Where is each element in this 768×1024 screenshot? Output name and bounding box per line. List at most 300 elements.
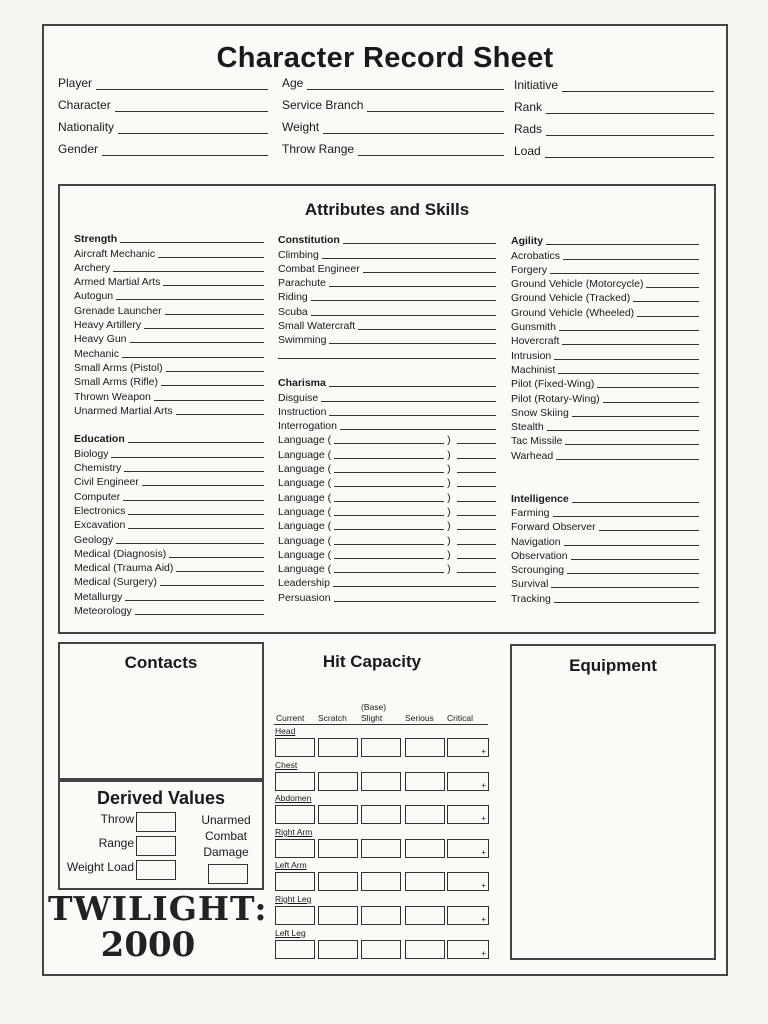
hit-box-abdomen-scratch[interactable] bbox=[318, 805, 358, 824]
skill-row[interactable] bbox=[511, 262, 699, 276]
skill-value-line[interactable] bbox=[457, 486, 496, 487]
header-field-gender[interactable] bbox=[58, 142, 268, 156]
skill-value-line[interactable] bbox=[311, 300, 496, 301]
header-field-character[interactable] bbox=[58, 98, 268, 112]
skill-row[interactable] bbox=[511, 576, 699, 590]
skill-label: Small Arms (Rifle) bbox=[74, 376, 159, 389]
header-field-line[interactable] bbox=[562, 80, 714, 92]
language-close-paren: ) bbox=[447, 563, 451, 576]
language-row[interactable] bbox=[278, 446, 496, 460]
skill-value-line[interactable] bbox=[123, 500, 264, 501]
skill-row[interactable] bbox=[511, 390, 699, 404]
hit-box-left-leg-critical[interactable] bbox=[447, 940, 489, 959]
spacer bbox=[511, 476, 699, 490]
skill-value-line[interactable] bbox=[633, 301, 699, 302]
skill-row[interactable] bbox=[74, 574, 264, 588]
attribute-label: Constitution bbox=[278, 234, 340, 247]
skill-row[interactable] bbox=[278, 575, 496, 589]
language-close-paren: ) bbox=[447, 534, 451, 547]
hit-box-chest-critical[interactable] bbox=[447, 772, 489, 791]
skill-value-line[interactable] bbox=[457, 544, 496, 545]
language-name-line[interactable] bbox=[334, 572, 444, 573]
hit-box-left-arm-critical[interactable] bbox=[447, 872, 489, 891]
skill-value-line[interactable] bbox=[558, 373, 699, 374]
header-field-line[interactable] bbox=[546, 102, 714, 114]
skill-value-line[interactable] bbox=[551, 587, 699, 588]
header-field-initiative[interactable] bbox=[514, 78, 714, 92]
skill-label: Swimming bbox=[278, 334, 327, 347]
hit-box-abdomen-critical[interactable] bbox=[447, 805, 489, 824]
skill-value-line[interactable] bbox=[571, 559, 699, 560]
skill-label: Intrusion bbox=[511, 349, 552, 362]
range-value-box[interactable] bbox=[136, 836, 176, 856]
skill-value-line[interactable] bbox=[567, 573, 699, 574]
hit-box-head-current[interactable] bbox=[275, 738, 315, 757]
skill-row[interactable] bbox=[278, 275, 496, 289]
skill-value-line[interactable] bbox=[457, 572, 496, 573]
hit-box-head-critical[interactable] bbox=[447, 738, 489, 757]
skill-row[interactable] bbox=[511, 333, 699, 347]
skill-value-line[interactable] bbox=[554, 602, 699, 603]
hit-box-chest-scratch[interactable] bbox=[318, 772, 358, 791]
hit-box-abdomen-serious[interactable] bbox=[405, 805, 445, 824]
language-close-paren: ) bbox=[447, 463, 451, 476]
language-name-line[interactable] bbox=[334, 501, 444, 502]
skill-value-line[interactable] bbox=[125, 600, 264, 601]
skill-label: Civil Engineer bbox=[74, 476, 139, 489]
skill-label: Instruction bbox=[278, 405, 327, 418]
derived-values-box bbox=[58, 778, 264, 890]
skill-row[interactable] bbox=[511, 433, 699, 447]
skill-value-line[interactable] bbox=[160, 585, 264, 586]
skill-value-line[interactable] bbox=[278, 358, 496, 359]
skill-label: Persuasion bbox=[278, 591, 331, 604]
header-field-label: Character bbox=[58, 98, 111, 112]
skill-row[interactable] bbox=[278, 332, 496, 346]
skill-value-line[interactable] bbox=[161, 385, 264, 386]
skill-row[interactable] bbox=[278, 261, 496, 275]
contacts-title: Contacts bbox=[124, 653, 198, 672]
skill-row[interactable] bbox=[511, 419, 699, 433]
skill-value-line[interactable] bbox=[111, 457, 264, 458]
skill-row[interactable] bbox=[511, 304, 699, 318]
skill-row[interactable] bbox=[74, 302, 264, 316]
skill-value-line[interactable] bbox=[547, 430, 699, 431]
skill-row[interactable] bbox=[511, 590, 699, 604]
skill-row[interactable] bbox=[74, 488, 264, 502]
skill-label: Computer bbox=[74, 490, 121, 503]
hit-box-chest-current[interactable] bbox=[275, 772, 315, 791]
skill-row[interactable] bbox=[278, 418, 496, 432]
skill-row[interactable] bbox=[511, 376, 699, 390]
language-name-line[interactable] bbox=[334, 515, 444, 516]
skill-value-line[interactable] bbox=[564, 545, 699, 546]
language-close-paren: ) bbox=[447, 505, 451, 518]
attribute-row[interactable] bbox=[278, 232, 496, 246]
skill-label: Medical (Surgery) bbox=[74, 576, 157, 589]
language-name-line[interactable] bbox=[334, 472, 444, 473]
language-row[interactable] bbox=[278, 561, 496, 575]
skill-value-line[interactable] bbox=[457, 558, 496, 559]
skill-label: Navigation bbox=[511, 535, 561, 548]
skill-value-line[interactable] bbox=[128, 528, 264, 529]
range-label: Range bbox=[98, 836, 134, 850]
skill-label: Excavation bbox=[74, 519, 126, 532]
hit-box-right-arm-slight[interactable] bbox=[361, 839, 401, 858]
language-row[interactable] bbox=[278, 461, 496, 475]
hit-box-left-leg-scratch[interactable] bbox=[318, 940, 358, 959]
skill-label: Survival bbox=[511, 578, 549, 591]
hit-box-head-serious[interactable] bbox=[405, 738, 445, 757]
skill-value-line[interactable] bbox=[546, 244, 699, 245]
skill-value-line[interactable] bbox=[322, 258, 496, 259]
hit-box-chest-serious[interactable] bbox=[405, 772, 445, 791]
blank-skill-row[interactable] bbox=[278, 346, 496, 360]
hit-box-right-arm-scratch[interactable] bbox=[318, 839, 358, 858]
skill-value-line[interactable] bbox=[130, 342, 264, 343]
skill-label: Small Watercraft bbox=[278, 320, 356, 333]
skill-value-line[interactable] bbox=[116, 543, 264, 544]
skill-value-line[interactable] bbox=[597, 387, 699, 388]
hit-box-left-arm-serious[interactable] bbox=[405, 872, 445, 891]
language-row[interactable] bbox=[278, 504, 496, 518]
skill-row[interactable] bbox=[511, 519, 699, 533]
hit-box-chest-slight[interactable] bbox=[361, 772, 401, 791]
skill-value-line[interactable] bbox=[565, 444, 699, 445]
skill-row[interactable] bbox=[74, 345, 264, 359]
skill-label: Armed Martial Arts bbox=[74, 276, 161, 289]
skill-label: Heavy Gun bbox=[74, 333, 127, 346]
hit-box-left-arm-scratch[interactable] bbox=[318, 872, 358, 891]
skill-label: Scuba bbox=[278, 305, 308, 318]
hit-capacity-section bbox=[272, 642, 502, 972]
skill-label: Forward Observer bbox=[511, 521, 596, 534]
skill-row[interactable] bbox=[74, 288, 264, 302]
hit-box-right-leg-current[interactable] bbox=[275, 906, 315, 925]
skill-value-line[interactable] bbox=[457, 443, 496, 444]
skill-value-line[interactable] bbox=[163, 285, 264, 286]
skill-value-line[interactable] bbox=[329, 415, 496, 416]
skill-value-line[interactable] bbox=[333, 586, 496, 587]
header-field-label: Initiative bbox=[514, 78, 559, 92]
hit-box-abdomen-current[interactable] bbox=[275, 805, 315, 824]
skill-value-line[interactable] bbox=[457, 515, 496, 516]
header-field-rank[interactable] bbox=[514, 100, 714, 114]
skill-value-line[interactable] bbox=[457, 501, 496, 502]
header-field-line[interactable] bbox=[102, 144, 268, 156]
attribute-row[interactable] bbox=[278, 375, 496, 389]
hit-box-left-arm-slight[interactable] bbox=[361, 872, 401, 891]
combat-label: Combat bbox=[204, 829, 248, 843]
skill-label: Riding bbox=[278, 291, 308, 304]
skill-row[interactable] bbox=[74, 388, 264, 402]
hit-header-divider bbox=[274, 724, 488, 725]
attribute-label: Strength bbox=[74, 233, 118, 246]
skill-row[interactable] bbox=[74, 517, 264, 531]
weight-load-value-box[interactable] bbox=[136, 860, 176, 880]
skill-value-line[interactable] bbox=[128, 514, 264, 515]
skill-value-line[interactable] bbox=[144, 328, 264, 329]
contacts-box bbox=[58, 642, 264, 782]
header-field-line[interactable] bbox=[367, 100, 504, 112]
skill-value-line[interactable] bbox=[321, 401, 496, 402]
skill-row[interactable] bbox=[74, 260, 264, 274]
skill-value-line[interactable] bbox=[113, 271, 264, 272]
logo-line-2: 2000 bbox=[100, 925, 196, 965]
language-label: Language ( bbox=[278, 463, 332, 476]
language-label: Language ( bbox=[278, 434, 332, 447]
skill-row[interactable] bbox=[74, 460, 264, 474]
skill-row[interactable] bbox=[74, 274, 264, 288]
header-field-load[interactable] bbox=[514, 144, 714, 158]
skill-row[interactable] bbox=[74, 503, 264, 517]
skill-row[interactable] bbox=[278, 404, 496, 418]
header-field-service-branch[interactable] bbox=[282, 98, 504, 112]
skill-row[interactable] bbox=[511, 362, 699, 376]
skill-value-line[interactable] bbox=[128, 442, 264, 443]
skill-label: Ground Vehicle (Tracked) bbox=[511, 292, 631, 305]
skills-column-strength-education bbox=[74, 231, 264, 617]
skill-value-line[interactable] bbox=[343, 243, 496, 244]
skill-row[interactable] bbox=[74, 588, 264, 602]
skill-label: Pilot (Fixed-Wing) bbox=[511, 378, 595, 391]
skill-value-line[interactable] bbox=[124, 471, 264, 472]
attribute-row[interactable] bbox=[74, 431, 264, 445]
skill-label: Leadership bbox=[278, 577, 330, 590]
language-name-line[interactable] bbox=[334, 443, 444, 444]
skill-value-line[interactable] bbox=[176, 571, 264, 572]
skill-label: Autogun bbox=[74, 290, 114, 303]
skill-value-line[interactable] bbox=[556, 459, 699, 460]
skill-value-line[interactable] bbox=[340, 429, 496, 430]
skill-value-line[interactable] bbox=[562, 344, 699, 345]
skill-value-line[interactable] bbox=[572, 416, 699, 417]
header-field-player[interactable] bbox=[58, 76, 268, 90]
skill-value-line[interactable] bbox=[358, 329, 496, 330]
skill-label: Unarmed Martial Arts bbox=[74, 404, 173, 417]
spacer bbox=[278, 361, 496, 375]
skill-row[interactable] bbox=[511, 548, 699, 562]
skill-value-line[interactable] bbox=[334, 601, 496, 602]
language-row[interactable] bbox=[278, 489, 496, 503]
attribute-row[interactable] bbox=[511, 490, 699, 504]
skill-row[interactable] bbox=[74, 317, 264, 331]
header-field-line[interactable] bbox=[115, 100, 268, 112]
hit-box-right-leg-scratch[interactable] bbox=[318, 906, 358, 925]
attributes-title: Attributes and Skills bbox=[304, 200, 470, 219]
skill-row[interactable] bbox=[278, 289, 496, 303]
skills-column-constitution-charisma bbox=[278, 232, 496, 604]
skill-row[interactable] bbox=[511, 505, 699, 519]
skill-row[interactable] bbox=[74, 403, 264, 417]
skill-value-line[interactable] bbox=[158, 257, 264, 258]
language-name-line[interactable] bbox=[334, 544, 444, 545]
throw-value-box[interactable] bbox=[136, 812, 176, 832]
language-label: Language ( bbox=[278, 520, 332, 533]
skill-value-line[interactable] bbox=[637, 316, 699, 317]
hit-box-right-leg-slight[interactable] bbox=[361, 906, 401, 925]
weight-load-label: Weight Load bbox=[66, 860, 134, 874]
language-name-line[interactable] bbox=[334, 458, 444, 459]
hit-box-head-slight[interactable] bbox=[361, 738, 401, 757]
skill-value-line[interactable] bbox=[457, 458, 496, 459]
language-close-paren: ) bbox=[447, 520, 451, 533]
header-field-line[interactable] bbox=[358, 144, 504, 156]
skill-row[interactable] bbox=[511, 247, 699, 261]
skill-row[interactable] bbox=[511, 447, 699, 461]
skill-row[interactable] bbox=[278, 318, 496, 332]
hit-box-abdomen-slight[interactable] bbox=[361, 805, 401, 824]
skill-value-line[interactable] bbox=[646, 287, 699, 288]
header-field-line[interactable] bbox=[545, 146, 714, 158]
skill-row[interactable] bbox=[278, 303, 496, 317]
skill-row[interactable] bbox=[74, 360, 264, 374]
skill-row[interactable] bbox=[511, 533, 699, 547]
hit-box-right-arm-critical[interactable] bbox=[447, 839, 489, 858]
skill-row[interactable] bbox=[511, 319, 699, 333]
skill-row[interactable] bbox=[74, 331, 264, 345]
skill-value-line[interactable] bbox=[572, 502, 699, 503]
skill-row[interactable] bbox=[74, 474, 264, 488]
skill-value-line[interactable] bbox=[169, 557, 264, 558]
language-row[interactable] bbox=[278, 475, 496, 489]
skill-row[interactable] bbox=[511, 347, 699, 361]
skill-value-line[interactable] bbox=[550, 273, 699, 274]
skill-row[interactable] bbox=[74, 445, 264, 459]
skill-row[interactable] bbox=[278, 389, 496, 403]
skill-value-line[interactable] bbox=[559, 330, 699, 331]
skill-value-line[interactable] bbox=[135, 614, 264, 615]
header-field-throw-range[interactable] bbox=[282, 142, 504, 156]
hit-box-right-arm-current[interactable] bbox=[275, 839, 315, 858]
skill-label: Climbing bbox=[278, 248, 319, 261]
skill-label: Archery bbox=[74, 261, 111, 274]
header-field-line[interactable] bbox=[323, 122, 504, 134]
skill-value-line[interactable] bbox=[120, 242, 264, 243]
header-field-line[interactable] bbox=[118, 122, 268, 134]
hit-box-left-leg-current[interactable] bbox=[275, 940, 315, 959]
header-field-label: Rads bbox=[514, 122, 543, 136]
header-field-rads[interactable] bbox=[514, 122, 714, 136]
skill-row[interactable] bbox=[74, 245, 264, 259]
skill-label: Acrobatics bbox=[511, 249, 561, 262]
attribute-row[interactable] bbox=[511, 233, 699, 247]
skill-value-line[interactable] bbox=[457, 529, 496, 530]
skill-row[interactable] bbox=[74, 560, 264, 574]
skill-label: Ground Vehicle (Motorcycle) bbox=[511, 278, 644, 291]
language-row[interactable] bbox=[278, 532, 496, 546]
language-label: Language ( bbox=[278, 563, 332, 576]
skill-row[interactable] bbox=[511, 276, 699, 290]
skill-value-line[interactable] bbox=[329, 343, 496, 344]
skill-row[interactable] bbox=[511, 405, 699, 419]
hit-box-right-arm-serious[interactable] bbox=[405, 839, 445, 858]
skill-label: Meteorology bbox=[74, 605, 132, 618]
header-field-line[interactable] bbox=[307, 78, 504, 90]
skill-value-line[interactable] bbox=[603, 402, 699, 403]
skill-value-line[interactable] bbox=[563, 259, 699, 260]
hit-column-header-serious: Serious bbox=[405, 713, 434, 723]
hit-box-left-arm-current[interactable] bbox=[275, 872, 315, 891]
hit-box-head-scratch[interactable] bbox=[318, 738, 358, 757]
unarmed-label: Unarmed bbox=[201, 813, 251, 827]
skill-value-line[interactable] bbox=[154, 400, 264, 401]
skill-label: Snow Skiing bbox=[511, 406, 569, 419]
skill-value-line[interactable] bbox=[142, 485, 264, 486]
skill-value-line[interactable] bbox=[457, 472, 496, 473]
skill-row[interactable] bbox=[74, 603, 264, 617]
language-label: Language ( bbox=[278, 505, 332, 518]
page-title: Character Record Sheet bbox=[216, 42, 554, 74]
skill-value-line[interactable] bbox=[363, 272, 496, 273]
language-row[interactable] bbox=[278, 547, 496, 561]
skill-row[interactable] bbox=[74, 374, 264, 388]
skill-row[interactable] bbox=[511, 562, 699, 576]
skill-value-line[interactable] bbox=[599, 530, 699, 531]
hit-location-right-leg: Right Leg bbox=[275, 894, 312, 904]
skill-label: Grenade Launcher bbox=[74, 304, 162, 317]
skill-label: Gunsmith bbox=[511, 321, 556, 334]
attribute-row[interactable] bbox=[74, 231, 264, 245]
skill-value-line[interactable] bbox=[329, 286, 496, 287]
header-field-age[interactable] bbox=[282, 76, 504, 90]
skill-label: Chemistry bbox=[74, 462, 122, 475]
header-field-line[interactable] bbox=[546, 124, 714, 136]
hit-location-left-leg: Left Leg bbox=[275, 927, 306, 938]
skill-value-line[interactable] bbox=[116, 299, 264, 300]
skill-value-line[interactable] bbox=[166, 371, 264, 372]
critical-plus-mark: + bbox=[481, 780, 486, 790]
header-field-weight[interactable] bbox=[282, 120, 504, 134]
critical-plus-mark: + bbox=[481, 814, 486, 824]
language-row[interactable] bbox=[278, 518, 496, 532]
skill-row[interactable] bbox=[511, 290, 699, 304]
skill-value-line[interactable] bbox=[122, 357, 264, 358]
language-name-line[interactable] bbox=[334, 558, 444, 559]
hit-box-left-leg-serious[interactable] bbox=[405, 940, 445, 959]
language-name-line[interactable] bbox=[334, 529, 444, 530]
language-row[interactable] bbox=[278, 432, 496, 446]
hit-box-left-leg-slight[interactable] bbox=[361, 940, 401, 959]
header-field-line[interactable] bbox=[96, 78, 268, 90]
hit-box-right-leg-serious[interactable] bbox=[405, 906, 445, 925]
header-field-nationality[interactable] bbox=[58, 120, 268, 134]
language-close-paren: ) bbox=[447, 477, 451, 490]
skill-label: Biology bbox=[74, 447, 109, 460]
skill-value-line[interactable] bbox=[553, 516, 699, 517]
attribute-label: Agility bbox=[511, 235, 544, 248]
spacer bbox=[511, 462, 699, 476]
unarmed-damage-value-box[interactable] bbox=[208, 864, 248, 884]
language-name-line[interactable] bbox=[334, 486, 444, 487]
skill-value-line[interactable] bbox=[165, 314, 264, 315]
header-field-label: Gender bbox=[58, 142, 99, 156]
skill-label: Mechanic bbox=[74, 347, 119, 360]
skill-row[interactable] bbox=[74, 546, 264, 560]
skill-value-line[interactable] bbox=[311, 315, 496, 316]
skill-row[interactable] bbox=[278, 589, 496, 603]
language-label: Language ( bbox=[278, 534, 332, 547]
skill-value-line[interactable] bbox=[554, 359, 699, 360]
skill-row[interactable] bbox=[74, 531, 264, 545]
skill-value-line[interactable] bbox=[176, 414, 264, 415]
skill-value-line[interactable] bbox=[329, 386, 496, 387]
hit-box-right-leg-critical[interactable] bbox=[447, 906, 489, 925]
attribute-label: Education bbox=[74, 433, 125, 446]
skill-label: Forgery bbox=[511, 263, 548, 276]
skill-label: Machinist bbox=[511, 363, 556, 376]
skill-row[interactable] bbox=[278, 246, 496, 260]
